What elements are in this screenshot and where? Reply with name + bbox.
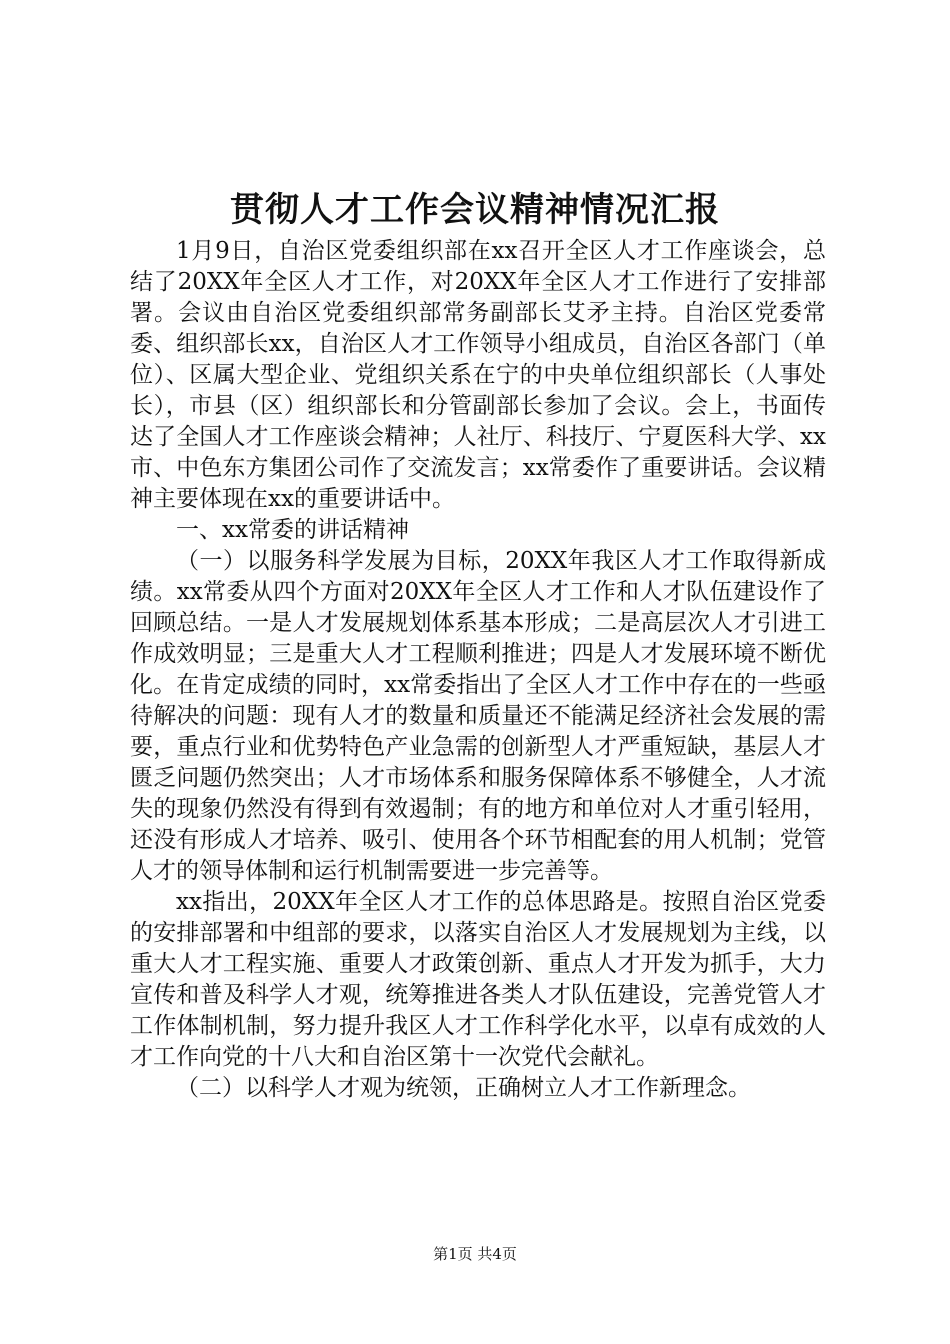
paragraph-intro: 1月9日，自治区党委组织部在xx召开全区人才工作座谈会，总结了20XX年全区人才工作，对20XX年全区人才工作进行了安排部署。会议由自治区党委组织部常务副部长艾矛主持。自治区党委常委、组织部长xx，自治区人才工作领导小组成员，自治区各部门（单位）、区属大型企业、党组织关系在宁的中央单位组织部长（人事处长），市县（区）组织部长和分管副部长参加了会议。会上，书面传达了全国人才工作座谈会精神；人社厅、科技厅、宁夏医科大学、xx市、中色东方集团公司作了交流发言；xx常委作了重要讲话。会议精神主要体现在xx的重要讲话中。	[130, 238, 826, 512]
paragraph-subsection-1: （一）以服务科学发展为目标，20XX年我区人才工作取得新成绩。xx常委从四个方面对20XX年全区人才工作和人才队伍建设作了回顾总结。一是人才发展规划体系基本形成；二是高层次人才引进工作成效明显；三是重大人才工程顺利推进；四是人才发展环境不断优化。在肯定成绩的同时，xx常委指出了全区人才工作中存在的一些亟待解决的问题：现有人才的数量和质量还不能满足经济社会发展的需要，重点行业和优势特色产业急需的创新型人才严重短缺，基层人才匮乏问题仍然突出；人才市场体系和服务保障体系不够健全，人才流失的现象仍然没有得到有效遏制；有的地方和单位对人才重引轻用，还没有形成人才培养、吸引、使用各个环节相配套的用人机制；党管人才的领导体制和运行机制需要进一步完善等。	[130, 548, 826, 884]
page-number-footer: 第1页 共4页	[433, 1245, 517, 1263]
document-body	[130, 236, 826, 1104]
subsection-heading-2: （二）以科学人才观为统领，正确树立人才工作新理念。	[176, 1075, 751, 1101]
section-heading-1: 一、xx常委的讲话精神	[176, 517, 409, 543]
document-title: 贯彻人才工作会议精神情况汇报	[230, 190, 720, 230]
paragraph-overall-approach: xx指出，20XX年全区人才工作的总体思路是。按照自治区党委的安排部署和中组部的要求，以落实自治区人才发展规划为主线，以重大人才工程实施、重要人才政策创新、重点人才开发为抓手，大力宣传和普及科学人才观，统筹推进各类人才队伍建设，完善党管人才工作体制机制，努力提升我区人才工作科学化水平，以卓有成效的人才工作向党的十八大和自治区第十一次党代会献礼。	[130, 889, 826, 1070]
